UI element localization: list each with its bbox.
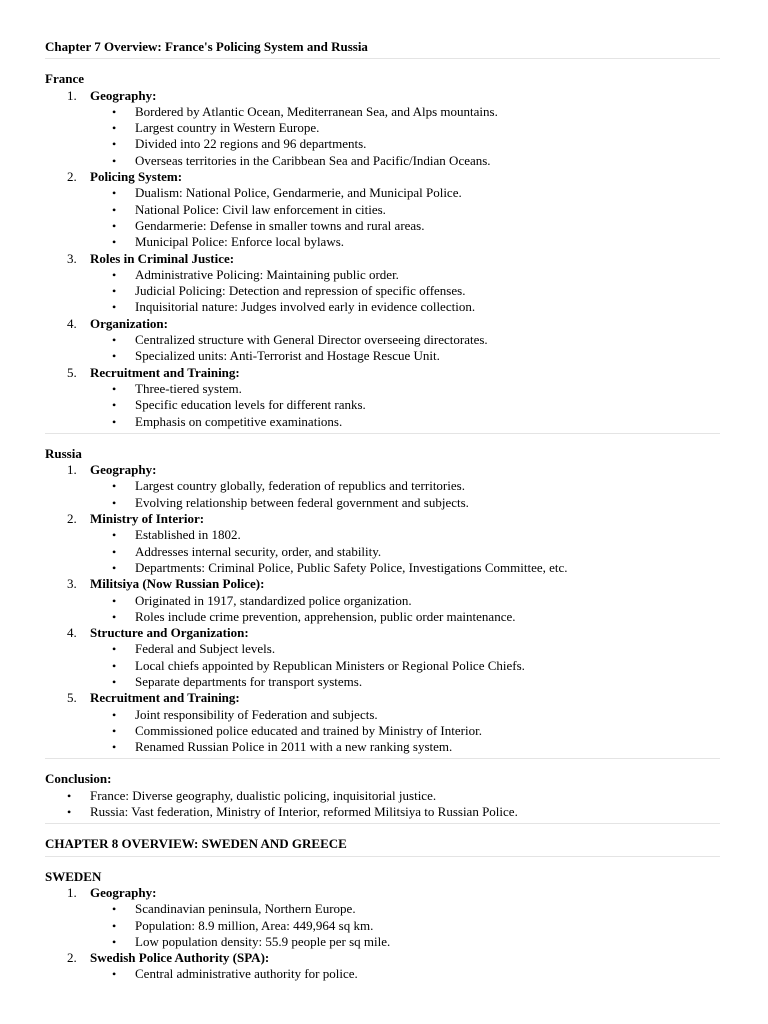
bullet-point: • Evolving relationship between federal government and subjects.: [0, 495, 768, 511]
sweden-section-title: SWEDEN: [45, 868, 102, 884]
item-heading-text: Geography:: [90, 462, 157, 478]
bullet-point: • Largest country in Western Europe.: [0, 120, 768, 136]
bullet-point: • Specialized units: Anti-Terrorist and Hostage Rescue Unit.: [0, 348, 768, 364]
item-number: 5.: [67, 690, 77, 706]
item-heading-text: Organization:: [90, 315, 168, 331]
bullet-point: • Renamed Russian Police in 2011 with a new ranking system.: [0, 739, 768, 755]
item-number: 5.: [67, 364, 77, 380]
chapter-7-title: Chapter 7 Overview: France's Policing System and Russia: [45, 39, 368, 54]
bullet-point: • National Police: Civil law enforcement in cities.: [0, 202, 768, 218]
russia-list: [0, 462, 768, 755]
bullet-point: • Low population density: 55.9 people per sq mile.: [0, 934, 768, 950]
numbered-item-heading: [0, 365, 768, 381]
numbered-item-heading: [0, 511, 768, 527]
bullet-point: • Commissioned police educated and trained by Ministry of Interior.: [0, 723, 768, 739]
bullet-point: • Administrative Policing: Maintaining public order.: [0, 267, 768, 283]
item-heading-text: Recruitment and Training:: [90, 364, 240, 380]
bullet-point: • Central administrative authority for police.: [0, 966, 768, 982]
bullet-point: • Gendarmerie: Defense in smaller towns and rural areas.: [0, 218, 768, 234]
numbered-item-heading: [0, 462, 768, 478]
bullet-point: • Judicial Policing: Detection and repression of specific offenses.: [0, 283, 768, 299]
chapter-8-title: CHAPTER 8 OVERVIEW: SWEDEN AND GREECE: [45, 836, 347, 852]
bullet-point: • Local chiefs appointed by Republican Ministers or Regional Police Chiefs.: [0, 658, 768, 674]
bullet-point: • Scandinavian peninsula, Northern Europe.: [0, 901, 768, 917]
numbered-item-heading: [0, 625, 768, 641]
bullet-point: • Separate departments for transport systems.: [0, 674, 768, 690]
numbered-item-heading: [0, 169, 768, 185]
item-heading-text: Policing System:: [90, 169, 183, 185]
item-heading-text: Ministry of Interior:: [90, 511, 205, 527]
france-list: [0, 88, 768, 430]
bullet-point: • Emphasis on competitive examinations.: [0, 414, 768, 430]
conclusion-title: Conclusion:: [45, 771, 112, 787]
item-number: 4.: [67, 315, 77, 331]
item-number: 3.: [67, 250, 77, 266]
item-heading-text: Structure and Organization:: [90, 625, 249, 641]
bullet-point: • Addresses internal security, order, and stability.: [0, 544, 768, 560]
bullet-point: • Departments: Criminal Police, Public Safety Police, Investigations Committee, etc.: [0, 560, 768, 576]
conclusion-bullet: • France: Diverse geography, dualistic policing, inquisitorial justice.: [0, 788, 768, 804]
bullet-point: • Divided into 22 regions and 96 departments.: [0, 136, 768, 152]
numbered-item-heading: [0, 950, 768, 966]
item-heading-text: Roles in Criminal Justice:: [90, 250, 235, 266]
item-heading-text: Swedish Police Authority (SPA):: [90, 950, 270, 966]
bullet-point: • Largest country globally, federation of republics and territories.: [0, 478, 768, 494]
item-number: 2.: [67, 950, 77, 966]
item-number: 1.: [67, 884, 77, 900]
item-number: 1.: [67, 87, 77, 103]
bullet-point: • Municipal Police: Enforce local bylaws.: [0, 234, 768, 250]
bullet-point: • Joint responsibility of Federation and subjects.: [0, 707, 768, 723]
bullet-point: • Inquisitorial nature: Judges involved early in evidence collection.: [0, 299, 768, 315]
bullet-point: • Three-tiered system.: [0, 381, 768, 397]
item-heading-text: Recruitment and Training:: [90, 690, 240, 706]
item-heading-text: Geography:: [90, 87, 157, 103]
bullet-point: • Roles include crime prevention, apprehension, public order maintenance.: [0, 609, 768, 625]
conclusion-bullet: • Russia: Vast federation, Ministry of Interior, reformed Militsiya to Russian Police.: [0, 804, 768, 820]
numbered-item-heading: [0, 88, 768, 104]
numbered-item-heading: [0, 576, 768, 592]
russia-section-title: Russia: [45, 445, 82, 461]
item-number: 1.: [67, 462, 77, 478]
france-section-title: France: [45, 71, 84, 87]
numbered-item-heading: [0, 885, 768, 901]
bullet-point: • Bordered by Atlantic Ocean, Mediterranean Sea, and Alps mountains.: [0, 104, 768, 120]
bullet-point: • Established in 1802.: [0, 527, 768, 543]
conclusion-list: [0, 788, 768, 821]
item-number: 3.: [67, 576, 77, 592]
bullet-point: • Overseas territories in the Caribbean Sea and Pacific/Indian Oceans.: [0, 153, 768, 169]
bullet-point: • Originated in 1917, standardized police organization.: [0, 593, 768, 609]
bullet-point: • Specific education levels for different ranks.: [0, 397, 768, 413]
bullet-point: • Population: 8.9 million, Area: 449,964 sq km.: [0, 918, 768, 934]
bullet-point: • Centralized structure with General Director overseeing directorates.: [0, 332, 768, 348]
numbered-item-heading: [0, 316, 768, 332]
item-heading-text: Geography:: [90, 884, 157, 900]
sweden-list: [0, 885, 768, 983]
item-number: 2.: [67, 169, 77, 185]
bullet-point: • Dualism: National Police, Gendarmerie, and Municipal Police.: [0, 185, 768, 201]
numbered-item-heading: [0, 690, 768, 706]
numbered-item-heading: [0, 251, 768, 267]
item-number: 2.: [67, 511, 77, 527]
bullet-point: • Federal and Subject levels.: [0, 641, 768, 657]
item-number: 4.: [67, 625, 77, 641]
item-heading-text: Militsiya (Now Russian Police):: [90, 576, 265, 592]
